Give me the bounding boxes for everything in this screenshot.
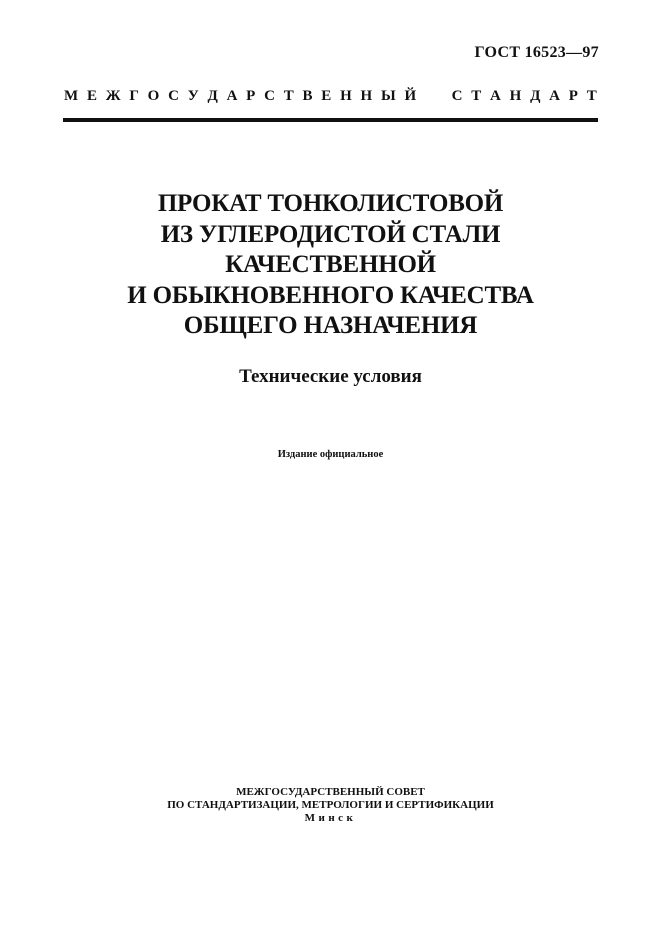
kind-letter: Ы — [380, 88, 396, 104]
kind-letter: Н — [509, 88, 522, 104]
kind-letter: С — [451, 88, 463, 104]
kind-letter: А — [549, 88, 561, 104]
document-subtitle: Технические условия — [239, 366, 422, 387]
publisher-block — [0, 786, 661, 825]
kind-letter: Д — [207, 88, 218, 104]
publisher-line-1: МЕЖГОСУДАРСТВЕННЫЙ СОВЕТ — [236, 786, 425, 798]
kind-letter: Е — [321, 88, 332, 104]
edition-note: Издание официальное — [277, 449, 384, 460]
kind-letter: Г — [129, 88, 139, 104]
title-line-4: И ОБЫКНОВЕННОГО КАЧЕСТВА — [127, 281, 534, 309]
kind-letter: Ж — [105, 88, 121, 104]
document-title — [0, 189, 661, 342]
kind-letter: С — [168, 88, 179, 104]
document-kind — [64, 88, 597, 105]
document-code: ГОСТ 16523—97 — [474, 44, 599, 61]
kind-letter: Д — [530, 88, 541, 104]
title-line-1: ПРОКАТ ТОНКОЛИСТОВОЙ — [157, 190, 504, 217]
kind-letter: Н — [340, 88, 352, 104]
title-line-3: КАЧЕСТВЕННОЙ — [225, 251, 436, 278]
title-line-5: ОБЩЕГО НАЗНАЧЕНИЯ — [183, 312, 478, 339]
kind-letter: Т — [283, 88, 294, 104]
kind-letter: О — [147, 88, 160, 104]
publisher-line-2: ПО СТАНДАРТИЗАЦИИ, МЕТРОЛОГИИ И СЕРТИФИКАЦИИ — [167, 799, 494, 811]
kind-letter: Т — [471, 88, 482, 104]
title-line-2: ИЗ УГЛЕРОДИСТОЙ СТАЛИ — [160, 220, 501, 248]
word-gap — [425, 88, 443, 105]
kind-letter: У — [187, 88, 199, 104]
kind-letter: Т — [586, 88, 597, 104]
publisher-city: Минск — [304, 812, 357, 824]
kind-letter: А — [226, 88, 238, 104]
kind-letter: Й — [404, 88, 417, 104]
header-rule — [63, 118, 598, 122]
kind-letter: В — [302, 88, 313, 104]
kind-letter: Р — [246, 88, 256, 104]
kind-letter: С — [264, 88, 275, 104]
kind-letter: Р — [568, 88, 578, 104]
kind-letter: Е — [86, 88, 97, 104]
kind-letter: М — [64, 88, 79, 104]
kind-letter: А — [490, 88, 501, 104]
kind-letter: Н — [360, 88, 373, 104]
